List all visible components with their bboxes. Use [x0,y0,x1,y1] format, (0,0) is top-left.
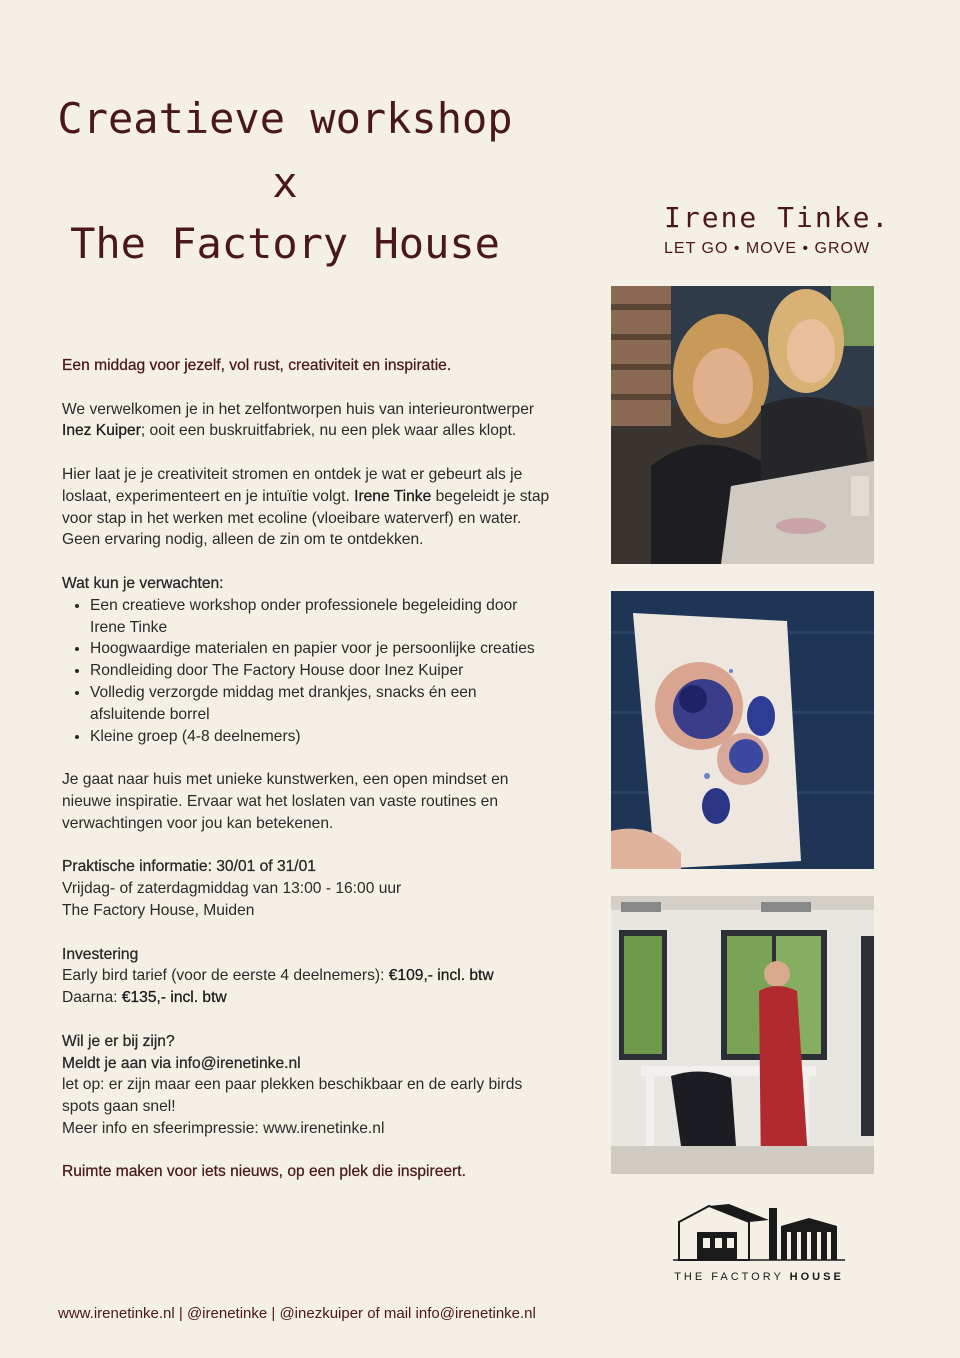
signup-heading: Wil je er bij zijn? [62,1032,175,1050]
title-line-3: The Factory House [70,219,500,268]
practical-time: Vrijdag- of zaterdagmiddag van 13:00 - 16:00 uur [62,880,402,898]
intro-line: Een middag voor jezelf, vol rust, creativiteit en inspiratie. [62,357,452,374]
early-price: €109,- incl. btw [388,967,494,985]
closing-line: Ruimte maken voor iets nieuws, op een plek die inspireert. [62,1163,466,1181]
expect-item: • Volledig verzorgde middag met drankjes, snacks én een afsluitende borrel [90,682,552,726]
early-label: Early bird tarief (voor de eerste 4 deelnemers): [62,967,389,985]
para1-bold-name: Inez Kuiper [62,422,141,440]
expect-item: • Kleine groep (4-8 deelnemers) [90,726,552,748]
later-price: €135,- incl. btw [121,989,227,1007]
factory-house-building-icon [669,1200,849,1262]
factory-house-logo [664,1200,854,1283]
practical-place: The Factory House, Muiden [62,901,255,919]
signup-note: let op: er zijn maar een paar plekken beschikbaar en de early birds spots gaan snel! [62,1076,523,1116]
para2-text-a: Hier laat je je creativiteit stromen en ontdek je wat er gebeurt als je loslaat, experimenteert en je intuïtie volgt. [62,465,523,505]
expect-item: • Een creatieve workshop onder professionele begeleiding door Irene Tinke [90,595,552,639]
paragraph-venue [62,399,552,443]
expect-item: • Rondleiding door The Factory House door Inez Kuiper [90,660,552,682]
investment-info [62,944,552,1009]
signup-register: Meldt je aan via info@irenetinke.nl [62,1054,301,1072]
paragraph-outcome: Je gaat naar huis met unieke kunstwerken, een open mindset en nieuwe inspiratie. Ervaar wat het loslaten van vaste routines en verwachtingen voor jou kan betekenen. [62,771,509,832]
practical-info [62,856,552,921]
expect-heading: Wat kun je verwachten: [62,574,224,592]
para2-bold-name: Irene Tinke [354,487,432,505]
expect-item: • Hoogwaardige materialen en papier voor je persoonlijke creaties [90,638,552,660]
wordmark-part-a: THE FACTORY [674,1271,790,1283]
later-label: Daarna: [62,989,122,1007]
watercolor-artwork-photo [611,591,874,869]
signup-more: Meer info en sfeerimpressie: www.irenetinke.nl [62,1119,385,1137]
body-text [62,355,552,1205]
footer-contact: www.irenetinke.nl | @irenetinke | @inezkuiper of mail info@irenetinke.nl [58,1305,536,1322]
brand-name: Irene Tinke. [664,201,891,234]
para1-text-a: We verwelkomen je in het zelfontworpen huis van interieurontwerper [62,400,535,418]
paragraph-creativity [62,464,552,551]
irene-tinke-brand [664,201,891,258]
para2-text-b: begeleidt je stap voor stap in het werken met ecoline (vloeibare waterverf) en water. [62,487,550,527]
wordmark-part-b: HOUSE [789,1271,844,1283]
para1-text-b: ; ooit een buskruitfabriek, nu een plek waar alles klopt. [140,422,517,440]
workshop-participants-photo [611,286,874,564]
factory-house-wordmark [664,1271,854,1283]
factory-house-interior-photo [611,896,874,1174]
expect-list [62,595,552,748]
para2-text-c: Geen ervaring nodig, alleen de zin om te ontdekken. [62,531,424,549]
signup-info [62,1031,552,1140]
practical-heading: Praktische informatie: 30/01 of 31/01 [62,858,316,876]
investment-heading: Investering [62,945,139,963]
title-line-1: Creatieve workshop [57,94,513,143]
title-line-2: x [272,158,298,207]
brand-tagline: LET GO • MOVE • GROW [664,240,871,257]
